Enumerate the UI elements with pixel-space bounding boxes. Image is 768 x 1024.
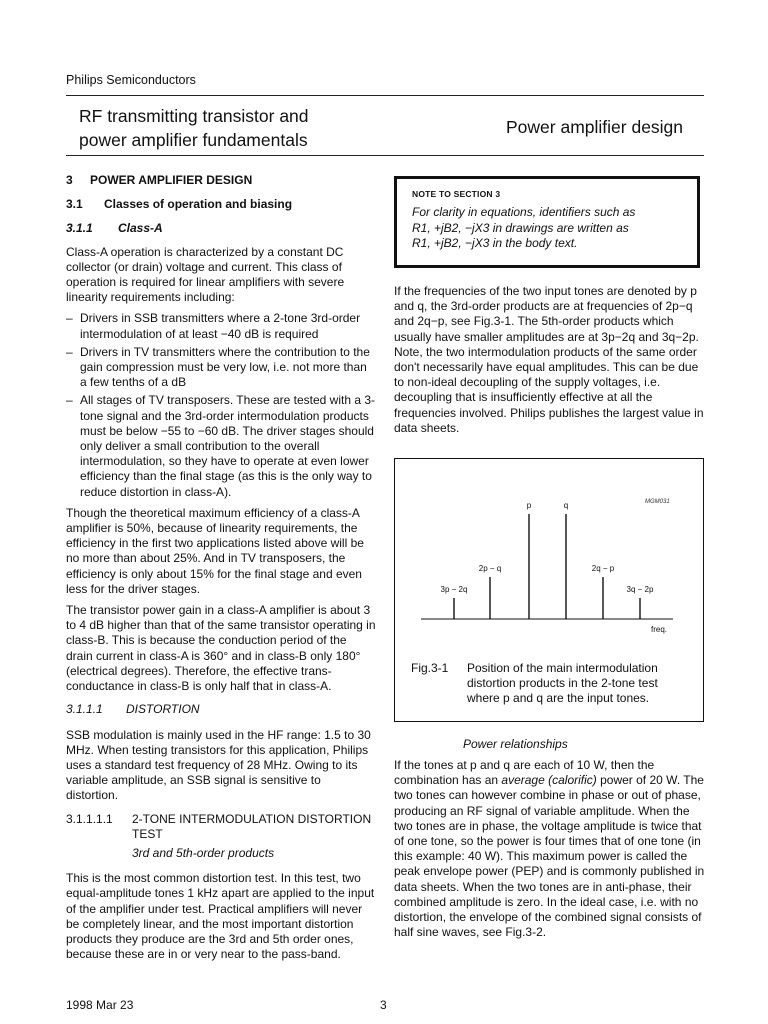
- list-item: – All stages of TV transposers. These are tested with a 3-tone signal and the 3rd-order intermodulation products must be below −55 to −60 dB. The driver stages should only deliver a small contribution to the overall intermodulation, so they have to operate at even lower efficiency than the final stage (as this is the only way to reduce distortion in class-A).: [66, 393, 376, 499]
- note-line-2: R1, +jB2, −jX3 in drawings are written as: [412, 220, 629, 235]
- document-title-line-2: power amplifier fundamentals: [79, 130, 308, 150]
- spectral-line-label: p: [526, 501, 532, 510]
- paragraph-ssb: SSB modulation is mainly used in the HF range: 1.5 to 30 MHz. When testing transistors for this application, Philips uses a standard test frequency of 28 MHz. Owing to its variable amplitude, an SSB signal is sensitive to distortion.: [66, 727, 371, 803]
- list-item: – Drivers in SSB transmitters where a 2-tone 3rd-order intermodulation of at least −40 dB is required: [66, 311, 361, 341]
- dash-bullet: –: [66, 393, 73, 408]
- company-name: Philips Semiconductors: [66, 73, 196, 87]
- paragraph-power: If the tones at p and q are each of 10 W, then the combination has an average (calorific) power of 20 W. The two tones can however combine in phase or out of phase, producing an RF signal of variable amplitude. When the two tones are in phase, the voltage amplitude is twice that of one tone, so the power is four times that of one tone (in this example: 40 W). This maximum power is called the peak envelope power (PEP) and is commonly published in data sheets. When the two tones are in anti-phase, their combined amplitude is zero. In the ideal case, i.e. with no distortion, the envelope of the combined signal consists of half sine waves, see Fig.3-2.: [394, 758, 705, 940]
- document-title: [79, 104, 309, 152]
- figure-caption-text: Position of the main intermodulation distortion products in the 2-tone test where p and q are the input tones.: [467, 661, 658, 706]
- note-line-1: For clarity in equations, identifiers such as: [412, 205, 636, 219]
- section-title: Classes of operation and biasing: [104, 197, 293, 212]
- section-title: POWER AMPLIFIER DESIGN: [90, 173, 253, 187]
- header-rule-top: [66, 95, 704, 96]
- heading-power-relationships: Power relationships: [463, 737, 568, 751]
- requirements-list: [66, 311, 376, 499]
- axis-label-freq: freq.: [651, 625, 668, 634]
- section-title: DISTORTION: [126, 702, 200, 717]
- header-rule-bottom: [66, 155, 704, 156]
- dash-bullet: –: [66, 344, 73, 359]
- paragraph-efficiency: Though the theoretical maximum efficiency of a class-A amplifier is 50%, because of linearity requirements, the efficiency in the first two applications listed above will be no more than about 25%. And in TV transposers, the efficiency is only about 15% for the final stage and even less for the driver stages.: [66, 505, 364, 596]
- spectral-line-label: 2p − q: [478, 564, 502, 573]
- document-title-line-1: RF transmitting transistor and: [79, 106, 309, 126]
- figure-caption: [411, 661, 693, 707]
- figure-3-1: [394, 458, 704, 722]
- figure-caption-label: Fig.3-1: [411, 661, 449, 675]
- chapter-title: Power amplifier design: [506, 117, 684, 137]
- section-number: 3.1.1.1.1: [66, 811, 113, 826]
- note-box: [394, 176, 700, 268]
- spectral-line-label: 2q − p: [591, 564, 615, 573]
- spectral-line-label: 3q − 2p: [626, 585, 654, 594]
- section-3-1-1-heading: [66, 221, 376, 236]
- spectral-line-label: 3p − 2q: [440, 585, 468, 594]
- page-number: 3: [380, 998, 387, 1012]
- note-body: [412, 205, 683, 252]
- note-title: NOTE TO SECTION 3: [412, 189, 501, 199]
- left-column: [66, 173, 376, 968]
- subheading-products: 3rd and 5th-order products: [132, 845, 275, 860]
- section-3-heading: [66, 173, 376, 188]
- emphasis-average: average (calorific): [501, 773, 597, 788]
- intermodulation-spectrum-diagram: [395, 459, 703, 659]
- paragraph-distortion-test: This is the most common distortion test. In this test, two equal-amplitude tones 1 kHz apart are applied to the input of the amplifier under test. Practical amplifiers will never be completely linear, and the most important distortion products they produce are the 3rd and 5th order ones, because these are in or very near to the pass-band.: [66, 871, 375, 962]
- section-distortion-heading: [66, 702, 376, 717]
- section-number: 3.1.1: [66, 221, 93, 236]
- section-3-1-heading: [66, 197, 376, 212]
- paragraph-intermodulation: If the frequencies of the two input tones are denoted by p and q, the 3rd-order products are at frequencies of 2p−q and 2q−p, see Fig.3-1. The 5th-order products which usually have smaller amplitudes are at 3p−2q and 3q−2p. Note, the two intermodulation products of the same order don't necessarily have equal amplitudes. This can be due to non-ideal decoupling of the supply voltages, i.e. decoupling that is insufficiently effective at all the frequencies involved. Philips publishes the largest value in data sheets.: [394, 284, 704, 435]
- section-number: 3: [66, 173, 73, 187]
- spectral-line-label: q: [563, 501, 569, 510]
- paragraph-class-a-intro: Class-A operation is characterized by a constant DC collector (or drain) voltage and current. This class of operation is required for linear amplifiers with severe linearity requirements including:: [66, 244, 345, 305]
- figure-code: MGM031: [645, 499, 670, 505]
- paragraph-power-gain: The transistor power gain in a class-A amplifier is about 3 to 4 dB higher than that of the same transistor operating in class-B. This is because the conduction period of the drain current in class-A is 360° and in class-B only 180° (electrical degrees). Therefore, the effective trans-conductance in class-B is only half that in class-A.: [66, 603, 376, 694]
- section-2-tone-heading: [66, 812, 376, 842]
- section-title: Class-A: [118, 221, 163, 236]
- list-item: – Drivers in TV transmitters where the contribution to the gain compression must be very low, i.e. not more than a few tenths of a dB: [66, 344, 370, 390]
- footer-date: 1998 Mar 23: [66, 998, 134, 1012]
- dash-bullet: –: [66, 311, 73, 326]
- section-number: 3.1: [66, 197, 83, 212]
- spectral-lines: [441, 501, 654, 619]
- note-line-3: R1, +jB2, −jX3 in the body text.: [412, 236, 578, 250]
- section-number: 3.1.1.1: [66, 702, 103, 717]
- section-title: 2-TONE INTERMODULATION DISTORTION TEST: [132, 811, 372, 841]
